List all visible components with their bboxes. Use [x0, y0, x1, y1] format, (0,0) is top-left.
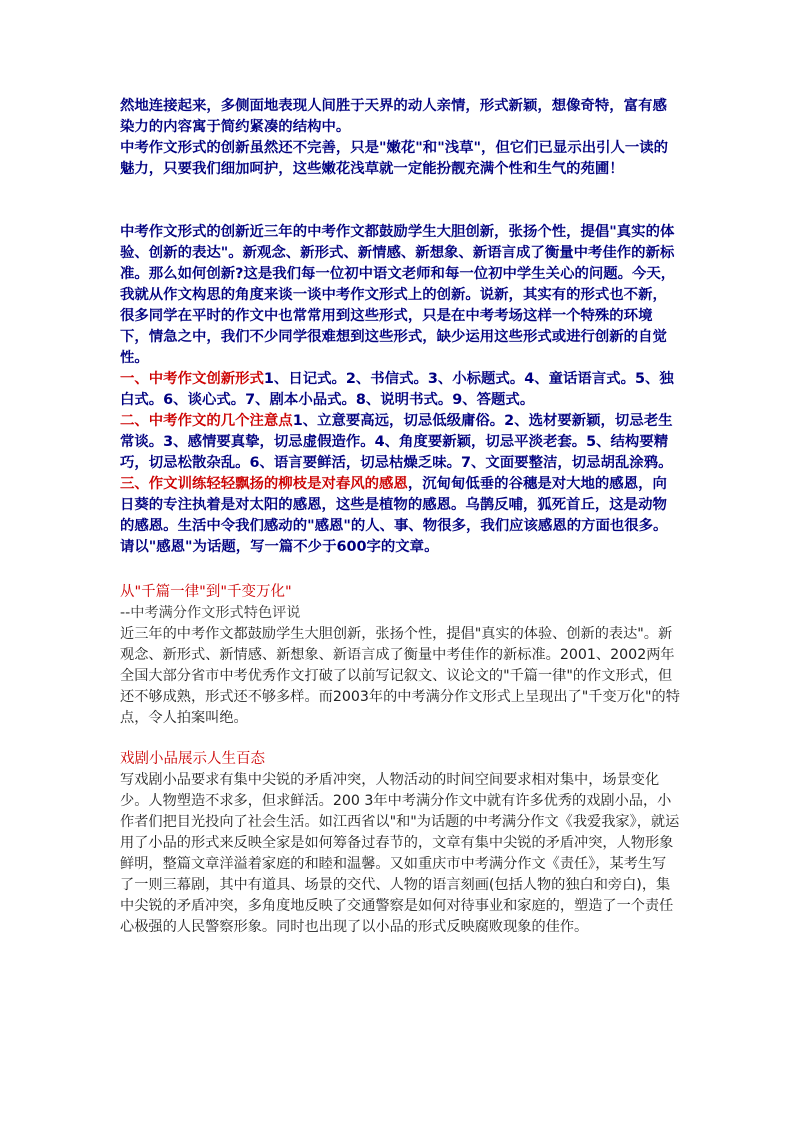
innovation-section	[120, 222, 680, 558]
review-section	[120, 582, 680, 729]
drama-section	[120, 749, 680, 938]
drama-body: 写戏剧小品要求有集中尖锐的矛盾冲突，人物活动的时间空间要求相对集中，场景变化少。人物塑造不求多，但求鲜活。200 3年中考满分作文中就有许多优秀的戏剧小品，小作者们把目光投向了社会生活。如江西省以"和"为话题的中考满分作文《我爱我家》，就运用了小品的形式来反映全家是如何筹备过春节的，文章有集中尖锐的矛盾冲突，人物形象鲜明，整篇文章洋溢着家庭的和睦和温馨。又如重庆市中考满分作文《责任》，某考生写了一则三幕剧，其中有道具、场景的交代、人物的语言刻画(包括人物的独白和旁白)，集中尖锐的矛盾冲突，多角度地反映了交通警察是如何对待事业和家庭的，塑造了一个责任心极强的人民警察形象。同时也出现了以小品的形式反映腐败现象的佳作。	[120, 772, 680, 935]
section-notes-body: 1、立意要高远，切忌低级庸俗。2、选材要新颖，切忌老生常谈。3、感情要真挚，切忌虚假造作。4、角度要新颖，切忌平淡老套。5、结构要精巧，切忌松散杂乱。6、语言要鲜活，切忌枯燥乏味。7、文面要整洁，切忌胡乱涂鸦。	[120, 413, 673, 471]
review-title: 从"千篇一律"到"千变万化"	[120, 584, 292, 600]
closing-section	[120, 96, 680, 180]
section-forms-heading: 一、中考作文创新形式	[120, 371, 264, 387]
section-training-heading: 三、作文训练轻轻飘扬的柳枝是对春风的感恩	[120, 476, 408, 492]
review-subtitle: --中考满分作文形式特色评说	[120, 605, 301, 621]
document-page	[120, 96, 680, 938]
paragraph-conclusion: 然地连接起来，多侧面地表现人间胜于天界的动人亲情，形式新颖，想像奇特，富有感染力的内容寓于简约紧凑的结构中。	[120, 98, 667, 135]
section-forms	[120, 369, 680, 411]
section-notes-heading: 二、中考作文的几个注意点	[120, 413, 293, 429]
drama-title: 戏剧小品展示人生百态	[120, 751, 265, 767]
section-notes	[120, 411, 680, 474]
review-body: 近三年的中考作文都鼓励学生大胆创新，张扬个性，提倡"真实的体验、创新的表达"。新观念、新形式、新情感、新想象、新语言成了衡量中考佳作的新标准。2001、2002两年全国大部分省市中考优秀作文打破了以前写记叙文、议论文的"千篇一律"的作文形式，但还不够成熟，形式还不够多样。而2003年的中考满分作文形式上呈现出了"千变万化"的特点，令人拍案叫绝。	[120, 626, 680, 726]
section-forms-body: 1、日记式。2、书信式。3、小标题式。4、童话语言式。5、独白式。6、谈心式。7、剧本小品式。8、说明书式。9、答题式。	[120, 371, 674, 408]
paragraph-intro: 中考作文形式的创新近三年的中考作文都鼓励学生大胆创新，张扬个性，提倡"真实的体验、创新的表达"。新观念、新形式、新情感、新想象、新语言成了衡量中考佳作的新标准。那么如何创新?这是我们每一位初中语文老师和每一位初中学生关心的问题。今天，我就从作文构思的角度来谈一谈中考作文形式上的创新。说新，其实有的形式也不新，很多同学在平时的作文中也常常用到这些形式，只是在中考考场这样一个特殊的环境下，情急之中，我们不少同学很难想到这些形式，缺少运用这些形式或进行创新的自觉性。	[120, 224, 676, 366]
paragraph-summary: 中考作文形式的创新虽然还不完善，只是"嫩花"和"浅草"，但它们已显示出引人一读的魅力，只要我们细加呵护，这些嫩花浅草就一定能扮靓充满个性和生气的苑圃！	[120, 140, 669, 177]
section-training	[120, 474, 680, 558]
section-training-body: ，沉甸甸低垂的谷穗是对大地的感恩，向日葵的专注执着是对太阳的感恩，这些是植物的感恩。乌鹊反哺，狐死首丘，这是动物的感恩。生活中令我们感动的"感恩"的人、事、物很多，我们应该感恩的方面也很多。请以"感恩"为话题，写一篇不少于600字的文章。	[120, 476, 668, 555]
